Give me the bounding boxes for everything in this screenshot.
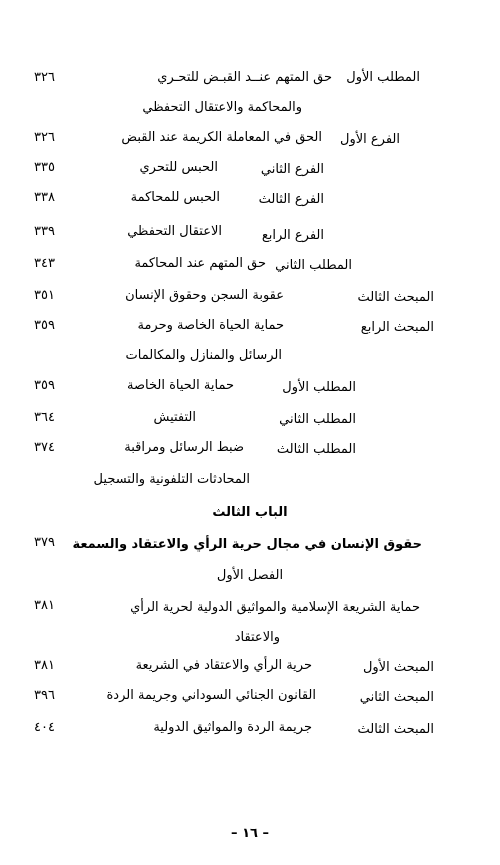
entry-1-title-cont: والمحاكمة والاعتقال التحفظي	[142, 100, 302, 115]
entry-9-page: ٣٥٩	[34, 378, 55, 393]
chapter-title-cont: والاعتقاد	[234, 630, 280, 645]
entry-8-title: حماية الحياة الخاصة وحرمة	[137, 318, 284, 333]
chapter-title: حماية الشريعة الإسلامية والمواثيق الدولية لحرية الرأي	[130, 600, 420, 615]
entry-2-section: الفرع الأول	[340, 132, 400, 147]
entry-4-page: ٣٣٨	[34, 190, 55, 205]
entry-7-section: المبحث الثالث	[357, 290, 434, 305]
entry-8-section: المبحث الرابع	[360, 320, 434, 335]
entry-13-title: القانون الجنائي السوداني وجريمة الردة	[106, 688, 316, 703]
entry-3-section: الفرع الثاني	[260, 162, 324, 177]
entry-2-page: ٣٢٦	[34, 130, 55, 145]
entry-13-section: المبحث الثاني	[359, 690, 434, 705]
entry-10-title: التفتيش	[153, 410, 196, 425]
entry-1-section: المطلب الأول	[346, 70, 420, 85]
chapter-heading: الفصل الأول	[216, 568, 284, 583]
entry-14-title: جريمة الردة والمواثيق الدولية	[153, 720, 312, 735]
entry-4-section: الفرع الثالث	[258, 192, 324, 207]
entry-8-page: ٣٥٩	[34, 318, 55, 333]
entry-7-page: ٣٥١	[34, 288, 55, 303]
entry-6-title: حق المتهم عند المحاكمة	[134, 256, 266, 271]
entry-11-page: ٣٧٤	[34, 440, 55, 455]
entry-10-page: ٣٦٤	[34, 410, 55, 425]
entry-10-section: المطلب الثاني	[279, 412, 356, 427]
entry-13-page: ٣٩٦	[34, 688, 55, 703]
entry-9-title: حماية الحياة الخاصة	[127, 378, 234, 393]
entry-1-page: ٣٢٦	[34, 70, 55, 85]
entry-6-section: المطلب الثاني	[275, 258, 352, 273]
entry-9-section: المطلب الأول	[282, 380, 356, 395]
entry-5-title: الاعتقال التحفظي	[127, 224, 222, 239]
entry-12-title: حرية الرأي والاعتقاد في الشريعة	[135, 658, 312, 673]
entry-11-section: المطلب الثالث	[276, 442, 356, 457]
entry-11-title-cont: المحادثات التلفونية والتسجيل	[93, 472, 250, 487]
entry-4-title: الحبس للمحاكمة	[130, 190, 220, 205]
entry-7-title: عقوبة السجن وحقوق الإنسان	[125, 288, 284, 303]
part-title-page: ٣٧٩	[34, 535, 55, 550]
entry-5-page: ٣٣٩	[34, 224, 55, 239]
entry-5-section: الفرع الرابع	[261, 228, 324, 243]
chapter-title-page: ٣٨١	[34, 598, 55, 613]
entry-14-section: المبحث الثالث	[357, 722, 434, 737]
entry-3-title: الحبس للتحري	[139, 160, 218, 175]
part-title: حقوق الإنسان في مجال حرية الرأي والاعتقاد والسمعة	[72, 537, 422, 552]
entry-12-section: المبحث الأول	[362, 660, 434, 675]
entry-3-page: ٣٣٥	[34, 160, 55, 175]
part-heading: الباب الثالث	[212, 505, 288, 520]
entry-14-page: ٤٠٤	[34, 720, 55, 735]
entry-6-page: ٣٤٣	[34, 256, 55, 271]
entry-8-title-cont: الرسائل والمنازل والمكالمات	[125, 348, 282, 363]
entry-1-title: حق المتهم عنــد القبـض للتحـري	[157, 70, 332, 85]
entry-2-title: الحق في المعاملة الكريمة عند القبض	[121, 130, 322, 145]
page-number: – ١٦ –	[231, 826, 269, 841]
entry-11-title: ضبط الرسائل ومراقبة	[124, 440, 244, 455]
entry-12-page: ٣٨١	[34, 658, 55, 673]
